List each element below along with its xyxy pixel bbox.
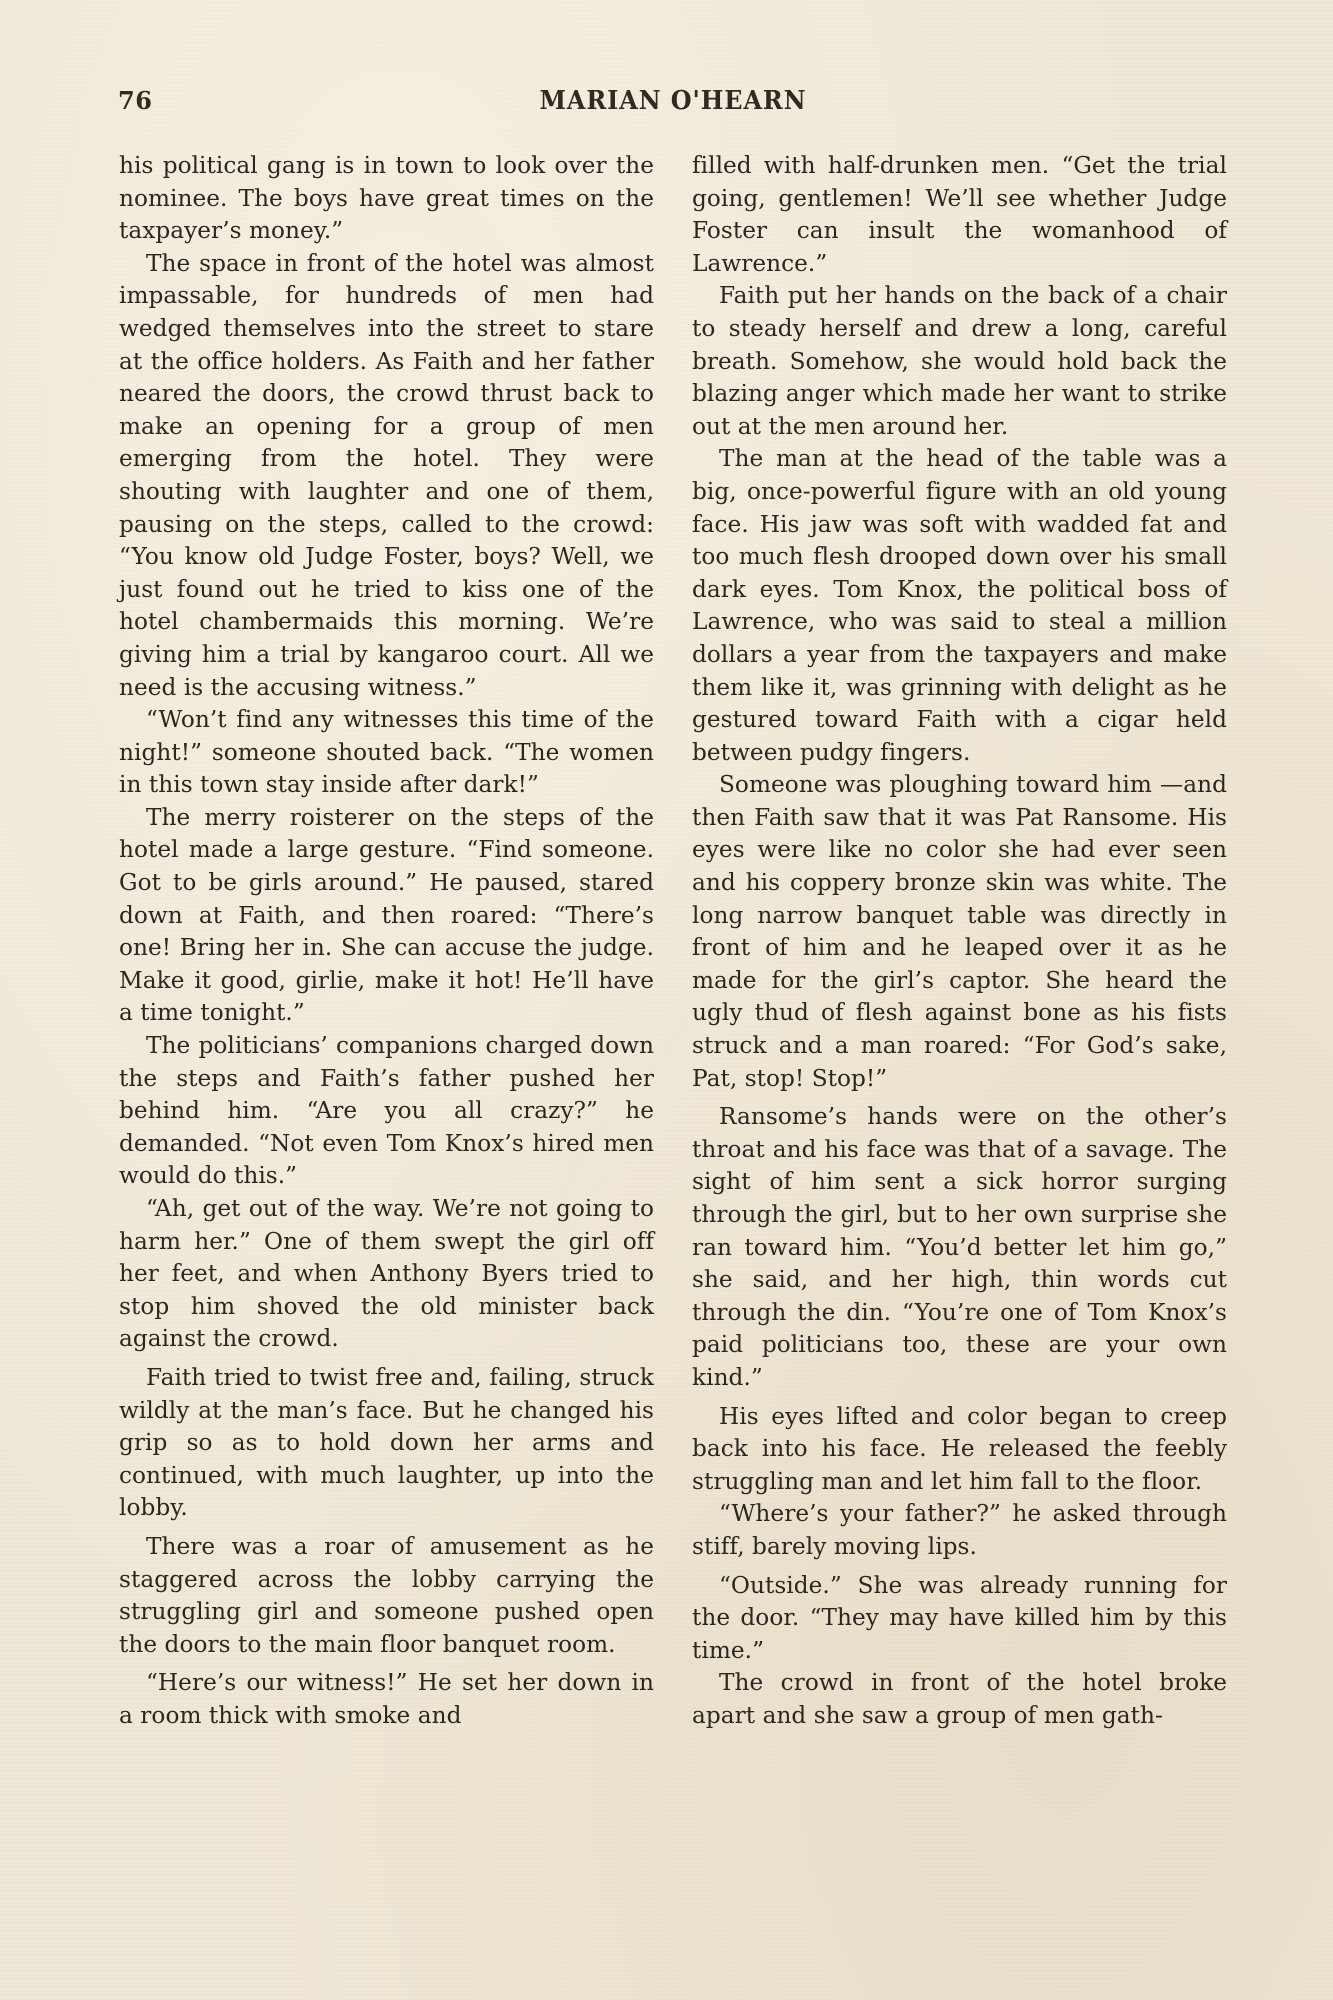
paragraph: There was a roar of amusement as he staggered across the lobby carrying the struggling girl and someone pushed open the doors to the main floor banquet room. <box>119 1532 654 1658</box>
paragraph: “Ah, get out of the way. We’re not going to harm her.” One of them swept the girl off her feet, and when Anthony Byers tried to stop him shoved the old minister back against the crowd. <box>119 1195 654 1353</box>
right-column <box>692 150 1227 1733</box>
paragraph: Someone was ploughing toward him —and then Faith saw that it was Pat Ransome. His eyes were like no color she had ever seen and his coppery bronze skin was white. The long narrow banquet table was directly in front of him and he leaped over it as he made for the girl’s captor. She heard the ugly thud of flesh against bone as his fists struck and a man roared: “For God’s sake, Pat, stop! Stop!” <box>692 771 1227 1092</box>
paragraph: his political gang is in town to look over the nominee. The boys have great times on the taxpayer’s money.” <box>119 152 654 245</box>
paragraph: “Won’t find any witnesses this time of the night!” someone shouted back. “The women in this town stay inside after dark!” <box>119 706 654 799</box>
paragraph: “Here’s our witness!” He set her down in a room thick with smoke and <box>119 1669 654 1729</box>
paragraph: “Where’s your father?” he asked through stiff, barely moving lips. <box>692 1500 1227 1560</box>
paragraph: His eyes lifted and color began to creep back into his face. He released the feebly struggling man and let him fall to the floor. <box>692 1402 1227 1495</box>
paragraph: filled with half-drunken men. “Get the trial going, gentlemen! We’ll see whether Judge Foster can insult the womanhood of Lawrence.” <box>692 152 1227 277</box>
paragraph: “Outside.” She was already running for the door. “They may have killed him by this time.” <box>692 1571 1227 1664</box>
paragraph: The space in front of the hotel was almost impassable, for hundreds of men had wedged themselves into the street to stare at the office holders. As Faith and her father neared the doors, the crowd thrust back to make an opening for a group of men emerging from the hotel. They were shouting with laughter and one of them, pausing on the steps, called to the crowd: “You know old Judge Foster, boys? Well, we just found out he tried to kiss one of the hotel chambermaids this morning. We’re giving him a trial by kangaroo court. All we need is the accusing witness.” <box>119 249 654 701</box>
left-column <box>119 150 654 1733</box>
paragraph: Faith put her hands on the back of a chair to steady herself and drew a long, careful breath. Somehow, she would hold back the blazing anger which made her want to strike out at the men around her. <box>692 282 1227 440</box>
paragraph: Faith tried to twist free and, failing, struck wildly at the man’s face. But he changed his grip so as to hold down her arms and continued, with much laughter, up into the lobby. <box>119 1363 654 1522</box>
page-number: 76 <box>118 86 153 115</box>
paragraph: The merry roisterer on the steps of the hotel made a large gesture. “Find someone. Got to be girls around.” He paused, stared down at Faith, and then roared: “There’s one! Bring her in. She can accuse the judge. Make it good, girlie, make it hot! He’ll have a time tonight.” <box>119 803 654 1027</box>
text-columns <box>119 150 1227 1733</box>
running-head <box>118 86 1228 126</box>
paragraph: The man at the head of the table was a big, once-powerful figure with an old young face. His jaw was soft with wadded fat and too much flesh drooped down over his small dark eyes. Tom Knox, the political boss of Lawrence, who was said to steal a million dollars a year from the taxpayers and make them like it, was grinning with delight as he gestured toward Faith with a cigar held between pudgy fingers. <box>692 445 1227 766</box>
paragraph: Ransome’s hands were on the other’s throat and his face was that of a savage. The sight of him sent a sick horror surging through the girl, but to her own surprise she ran toward him. “You’d better let him go,” she said, and her high, thin words cut through the din. “You’re one of Tom Knox’s paid politicians too, these are your own kind.” <box>692 1103 1227 1391</box>
paragraph: The politicians’ companions charged down the steps and Faith’s father pushed her behind him. “Are you all crazy?” he demanded. “Not even Tom Knox’s hired men would do this.” <box>119 1032 654 1190</box>
paragraph: The crowd in front of the hotel broke apart and she saw a group of men gath- <box>692 1669 1227 1729</box>
running-title: MARIAN O'HEARN <box>539 86 807 116</box>
